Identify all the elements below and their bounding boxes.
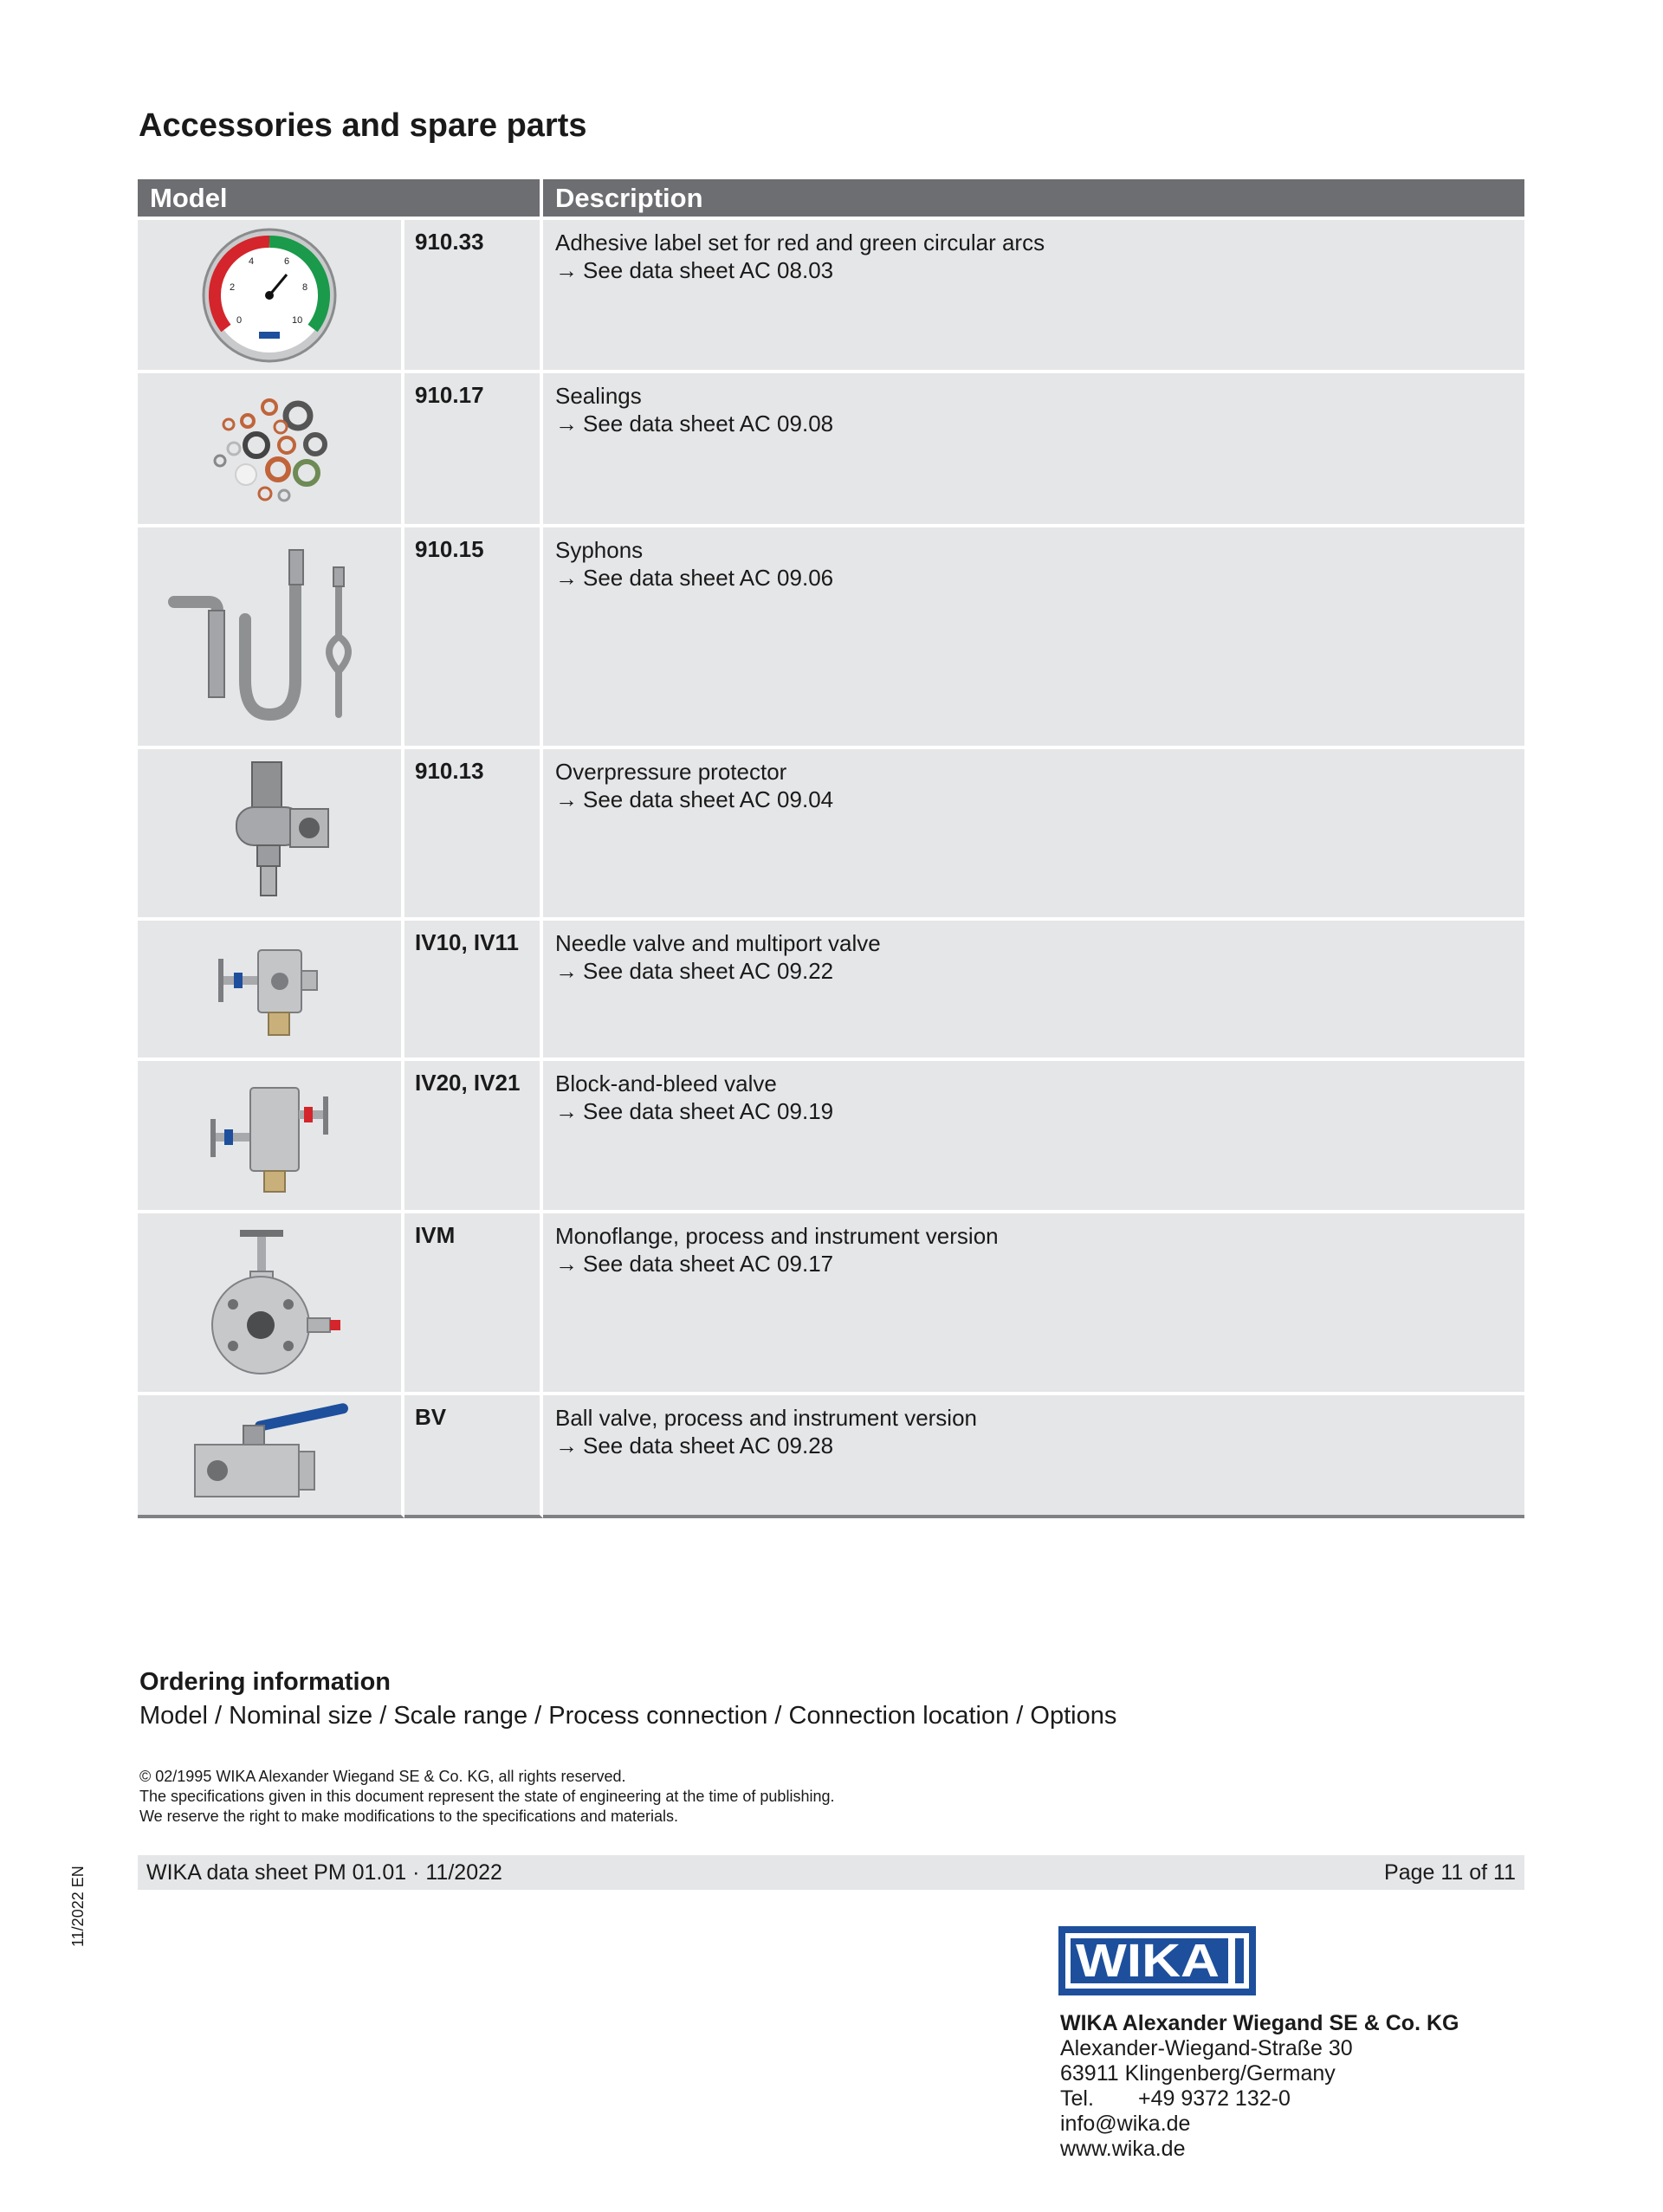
company-website[interactable]: www.wika.de — [1060, 2137, 1186, 2161]
monoflange-icon — [191, 1225, 347, 1381]
table-row — [138, 1395, 1524, 1518]
ordering-information — [139, 1668, 1116, 1730]
pressure-gauge-icon — [200, 226, 339, 365]
phone-label: Tel. — [1060, 2086, 1094, 2111]
description-text: Needle valve and multiport valve — [555, 930, 881, 956]
model-code: 910.15 — [404, 527, 543, 749]
model-code: BV — [404, 1395, 543, 1518]
table-row — [138, 220, 1524, 373]
footer-datasheet-id: WIKA data sheet PM 01.01 · 11/2022 — [146, 1860, 502, 1885]
datasheet-link[interactable]: See data sheet AC 08.03 — [583, 257, 834, 283]
syphon-icon — [165, 541, 373, 732]
wika-logo-text: WIKA — [1076, 1935, 1220, 1987]
model-code: IV10, IV11 — [404, 921, 543, 1061]
product-image — [138, 220, 404, 373]
description-cell — [543, 921, 1524, 1061]
table-row — [138, 921, 1524, 1061]
block-bleed-valve-icon — [200, 1070, 339, 1200]
gauge-label-6: 6 — [284, 255, 290, 267]
description-cell — [543, 1395, 1524, 1518]
product-image — [138, 1213, 404, 1395]
description-cell — [543, 1213, 1524, 1395]
model-code: IVM — [404, 1213, 543, 1395]
gauge-label-4: 4 — [249, 255, 255, 267]
description-cell — [543, 1061, 1524, 1213]
datasheet-reference — [555, 256, 1524, 284]
header-description: Description — [543, 179, 1524, 220]
table-row — [138, 1061, 1524, 1213]
side-date-label: 11/2022 EN — [69, 1866, 87, 1947]
datasheet-reference — [555, 957, 1524, 985]
gauge-label-2: 2 — [230, 281, 236, 293]
wika-logo — [1058, 1926, 1256, 2000]
page-title: Accessories and spare parts — [139, 107, 587, 144]
description-text: Monoflange, process and instrument version — [555, 1223, 999, 1249]
table-row — [138, 749, 1524, 921]
wika-logo-icon — [1058, 1926, 1256, 1995]
model-code: 910.17 — [404, 373, 543, 527]
datasheet-reference — [555, 564, 1524, 592]
datasheet-link[interactable]: See data sheet AC 09.06 — [583, 565, 834, 591]
table-row — [138, 527, 1524, 749]
product-image — [138, 1395, 404, 1518]
legal-notice — [139, 1767, 834, 1827]
gauge-label-8: 8 — [302, 281, 308, 293]
model-code: 910.33 — [404, 220, 543, 373]
product-image — [138, 921, 404, 1061]
table-header-row — [138, 179, 1524, 220]
datasheet-link[interactable]: See data sheet AC 09.22 — [583, 958, 834, 984]
datasheet-link[interactable]: See data sheet AC 09.28 — [583, 1433, 834, 1458]
needle-valve-icon — [204, 933, 334, 1045]
company-street: Alexander-Wiegand-Straße 30 — [1060, 2036, 1353, 2060]
product-image — [138, 527, 404, 749]
sealing-rings-icon — [196, 388, 343, 509]
ordering-title: Ordering information — [139, 1668, 391, 1696]
overpressure-protector-icon — [200, 755, 339, 911]
description-cell — [543, 220, 1524, 373]
phone-number[interactable]: +49 9372 132-0 — [1138, 2086, 1291, 2111]
datasheet-reference — [555, 410, 1524, 437]
datasheet-link[interactable]: See data sheet AC 09.19 — [583, 1098, 834, 1124]
legal-modifications: We reserve the right to make modifications to the specifications and materials. — [139, 1808, 678, 1825]
datasheet-reference — [555, 1250, 1524, 1277]
arrow-right-icon: → — [555, 1098, 578, 1124]
gauge-label-0: 0 — [236, 314, 243, 326]
footer-page-number: Page 11 of 11 — [1384, 1860, 1516, 1885]
company-name: WIKA Alexander Wiegand SE & Co. KG — [1060, 2011, 1459, 2035]
arrow-right-icon: → — [555, 565, 578, 591]
arrow-right-icon: → — [555, 1251, 578, 1277]
description-cell — [543, 749, 1524, 921]
datasheet-reference — [555, 1432, 1524, 1459]
legal-specifications: The specifications given in this document represent the state of engineering at the time of publishing. — [139, 1788, 835, 1805]
datasheet-reference — [555, 1097, 1524, 1125]
description-text: Syphons — [555, 537, 644, 563]
datasheet-link[interactable]: See data sheet AC 09.17 — [583, 1251, 834, 1277]
table-row — [138, 1213, 1524, 1395]
arrow-right-icon: → — [555, 786, 578, 812]
company-phone — [1060, 2086, 1459, 2112]
description-cell — [543, 527, 1524, 749]
description-text: Sealings — [555, 383, 642, 409]
accessories-table — [138, 179, 1524, 1518]
ordering-text: Model / Nominal size / Scale range / Process connection / Connection location / Options — [139, 1702, 1117, 1730]
datasheet-link[interactable]: See data sheet AC 09.04 — [583, 786, 834, 812]
description-text: Overpressure protector — [555, 759, 787, 785]
description-cell — [543, 373, 1524, 527]
header-model: Model — [138, 179, 543, 220]
description-text: Block-and-bleed valve — [555, 1070, 777, 1096]
arrow-right-icon: → — [555, 411, 578, 437]
ball-valve-icon — [183, 1403, 356, 1507]
arrow-right-icon: → — [555, 1433, 578, 1458]
footer-bar — [138, 1855, 1524, 1890]
description-text: Ball valve, process and instrument version — [555, 1405, 978, 1431]
product-image — [138, 373, 404, 527]
product-image — [138, 749, 404, 921]
arrow-right-icon: → — [555, 257, 578, 283]
company-email[interactable]: info@wika.de — [1060, 2112, 1191, 2136]
company-address — [1060, 2011, 1459, 2162]
company-city: 63911 Klingenberg/Germany — [1060, 2061, 1336, 2086]
product-image — [138, 1061, 404, 1213]
model-code: 910.13 — [404, 749, 543, 921]
gauge-label-10: 10 — [292, 314, 303, 326]
arrow-right-icon: → — [555, 958, 578, 984]
table-row — [138, 373, 1524, 527]
description-text: Adhesive label set for red and green circular arcs — [555, 230, 1045, 255]
datasheet-reference — [555, 786, 1524, 813]
datasheet-link[interactable]: See data sheet AC 09.08 — [583, 411, 834, 437]
legal-copyright: © 02/1995 WIKA Alexander Wiegand SE & Co. KG, all rights reserved. — [139, 1768, 626, 1785]
model-code: IV20, IV21 — [404, 1061, 543, 1213]
